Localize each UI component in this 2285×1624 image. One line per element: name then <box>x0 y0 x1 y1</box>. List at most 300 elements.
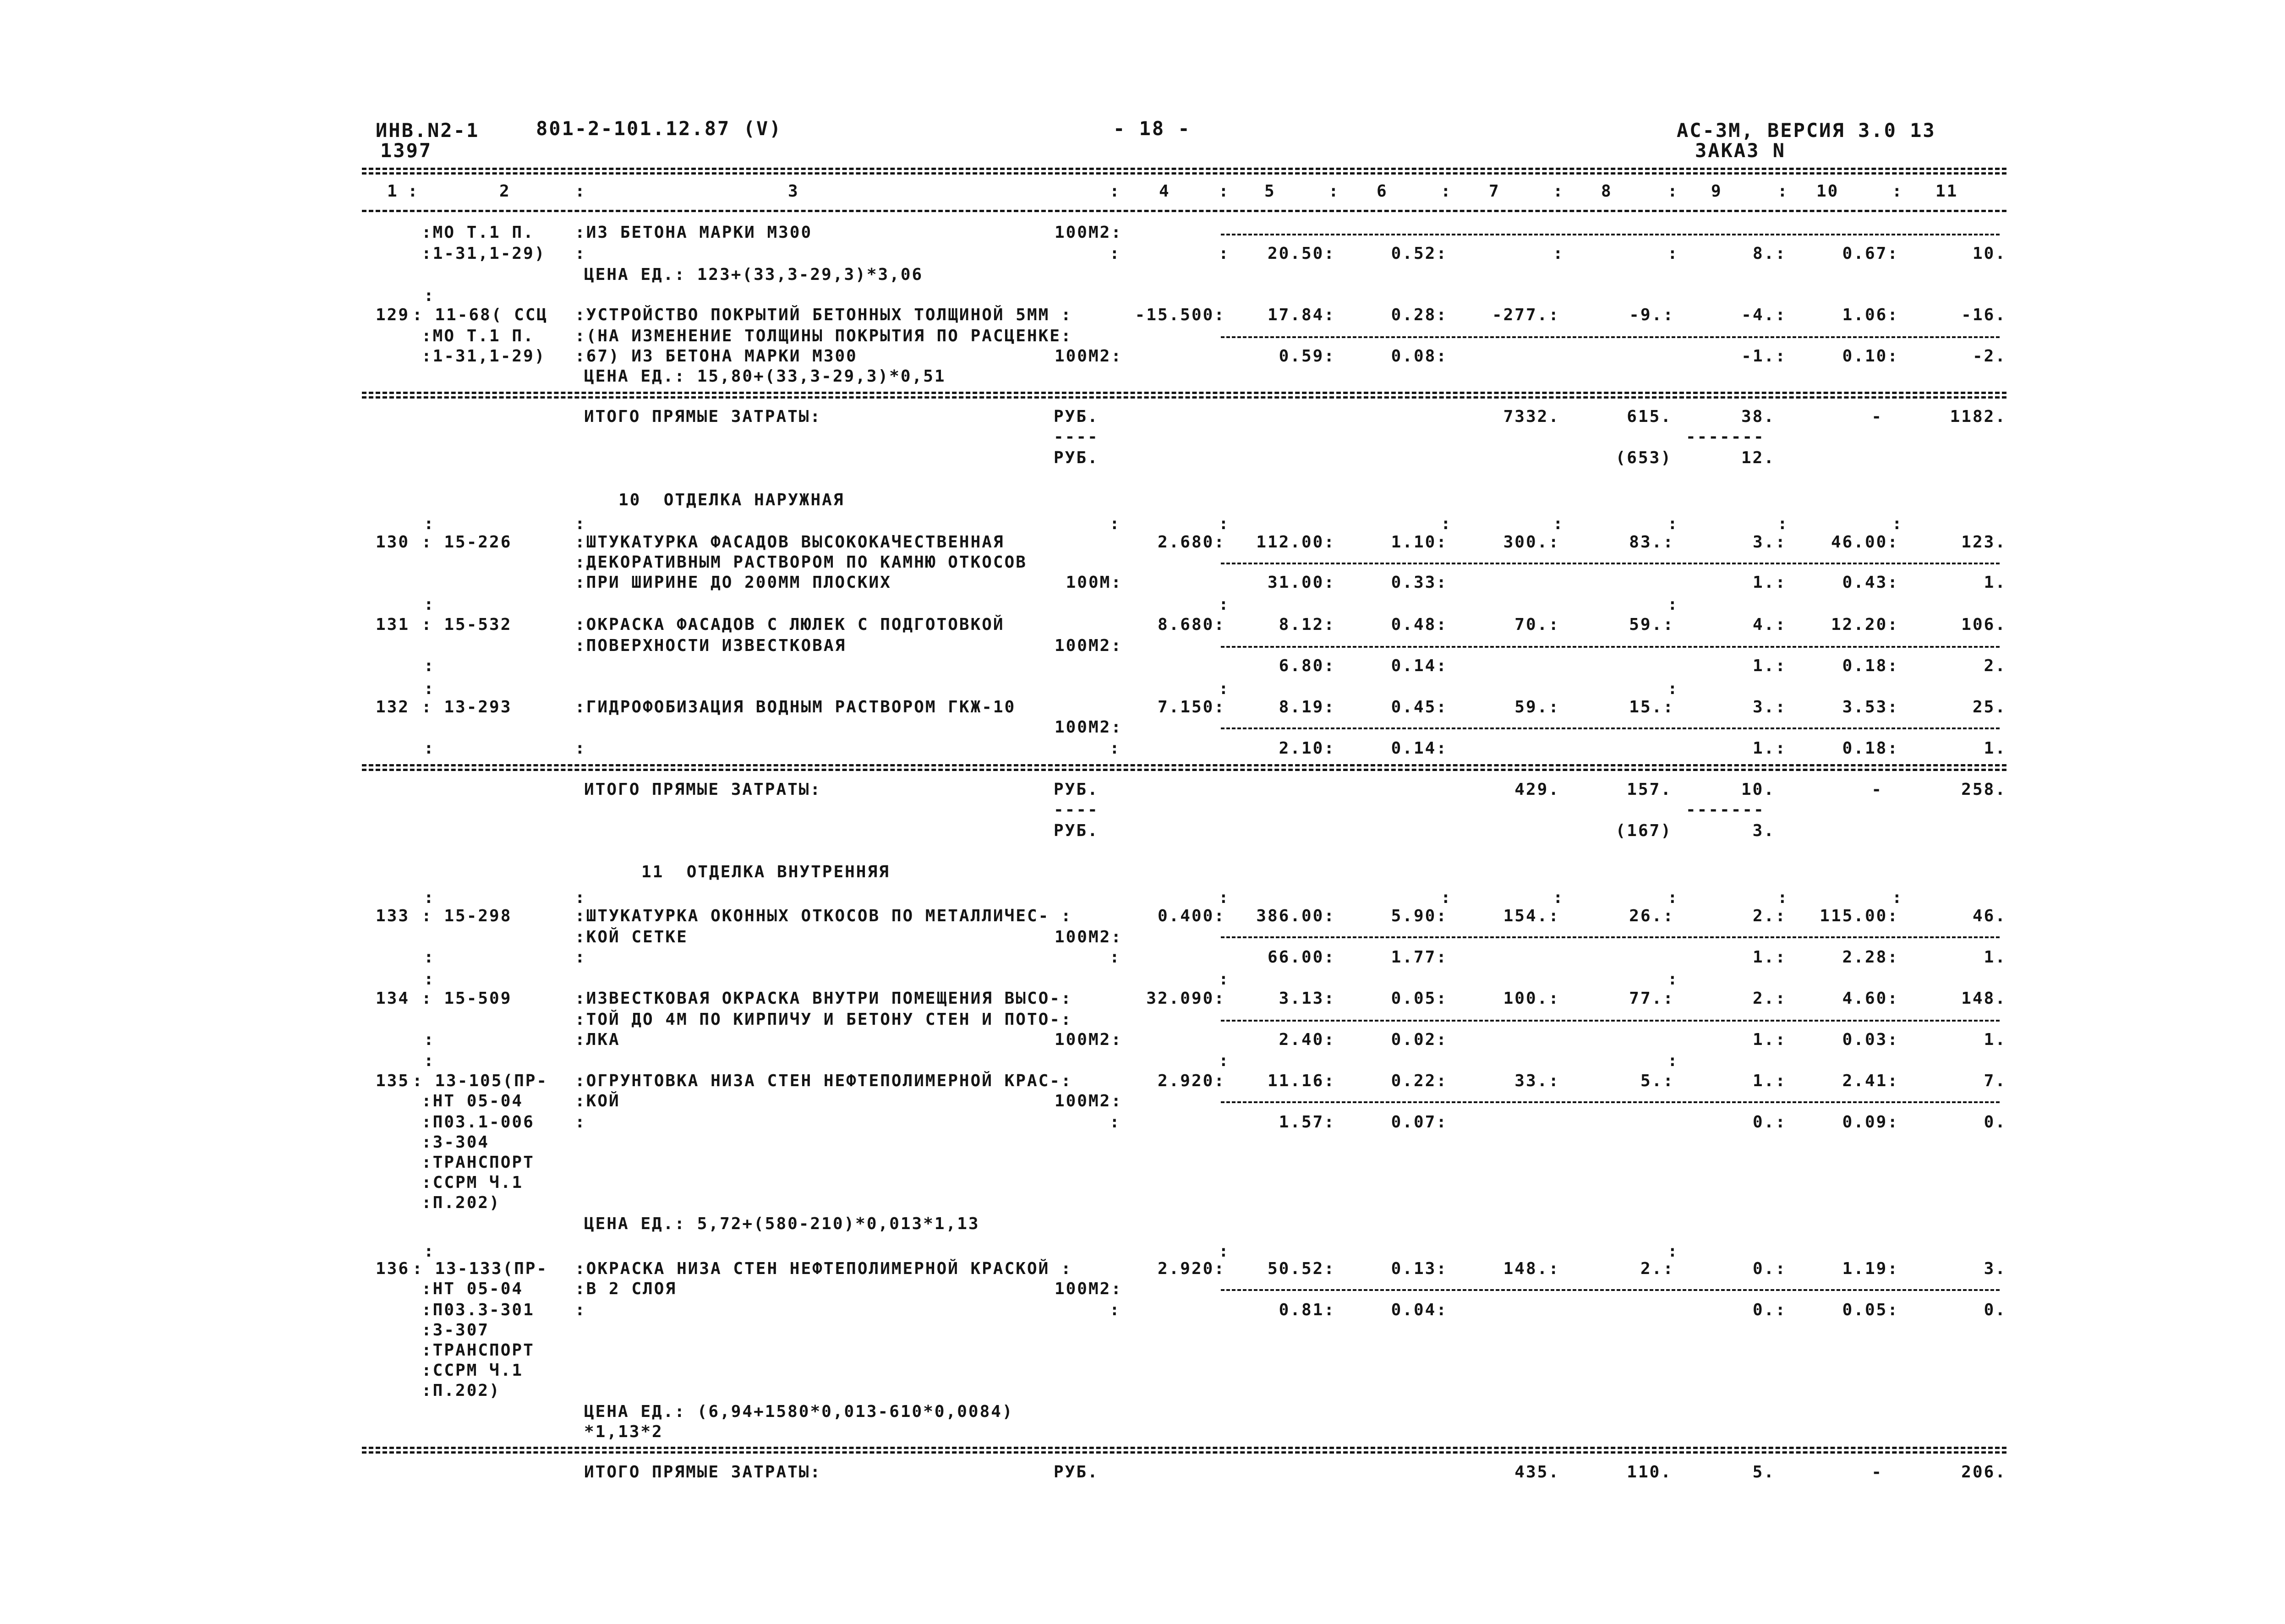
cell-col11: 7. <box>1984 1072 2006 1090</box>
row-code: :ССРМ Ч.1 <box>421 1361 524 1380</box>
cell-col6: 1.77: <box>1391 948 1448 967</box>
cell-col7: -277.: <box>1492 306 1560 324</box>
column-number: 4 <box>1159 182 1170 201</box>
column-separator: : <box>424 1242 434 1261</box>
column-separator: : <box>575 888 585 907</box>
cell-col6: 0.48: <box>1391 615 1448 634</box>
cell-col9: 1.: <box>1752 948 1787 967</box>
column-separator: : <box>424 888 434 907</box>
cell-col5: 66.00: <box>1267 948 1335 967</box>
column-separator: : <box>424 1051 434 1070</box>
row-code: :1-31,1-29) <box>421 244 546 263</box>
cell-col6: 0.05: <box>1391 989 1448 1008</box>
column-number: 2 <box>499 182 511 201</box>
cell-col5: 386.00: <box>1256 907 1335 925</box>
cell-col4: 2.680: <box>1157 533 1225 552</box>
row-code: :П.202) <box>421 1381 501 1400</box>
cell-col11: 0. <box>1984 1301 2006 1319</box>
cell-col8: 83.: <box>1629 533 1674 552</box>
order-number: ЗАКАЗ N <box>1695 139 1786 162</box>
column-separator: : <box>1110 244 1120 263</box>
row-code: : 13-105(ПР- <box>412 1072 548 1090</box>
row-code: : 13-293 <box>421 698 512 716</box>
column-separator: : <box>1328 182 1339 201</box>
cell-col11: 123. <box>1961 533 2006 552</box>
section-rule <box>362 392 2006 394</box>
row-description: :ПОВЕРХНОСТИ ИЗВЕСТКОВАЯ <box>575 636 847 655</box>
column-number: 6 <box>1377 182 1388 201</box>
total-col8: 110. <box>1627 1463 1672 1482</box>
row-number: 136 <box>376 1259 410 1278</box>
column-number: 8 <box>1601 182 1613 201</box>
cell-col11: 106. <box>1961 615 2006 634</box>
cell-col11: -16. <box>1961 306 2006 324</box>
cell-col11: 46. <box>1972 907 2006 925</box>
cell-col10: 12.20: <box>1831 615 1899 634</box>
cell-col5: 50.52: <box>1267 1259 1335 1278</box>
column-separator: : <box>1219 679 1229 698</box>
row-code: :3-304 <box>421 1133 490 1152</box>
row-code: :ТРАНСПОРТ <box>421 1341 535 1360</box>
total-col10: - <box>1871 407 1883 426</box>
cell-col11: 10. <box>1972 244 2006 263</box>
column-separator: : <box>1667 970 1678 989</box>
cell-col6: 0.45: <box>1391 698 1448 716</box>
cell-col10: 3.53: <box>1842 698 1899 716</box>
column-separator: : <box>1553 182 1563 201</box>
cell-col7: 70.: <box>1514 615 1560 634</box>
row-code: :1-31,1-29) <box>421 347 546 366</box>
cell-col10: 2.41: <box>1842 1072 1899 1090</box>
total-col8: 615. <box>1627 407 1672 426</box>
row-code: :МО Т.1 П. <box>421 327 535 345</box>
cell-col9: 8.: <box>1752 244 1787 263</box>
cell-col8: 26.: <box>1629 907 1674 925</box>
cell-col6: 0.07: <box>1391 1113 1448 1132</box>
total-col7: 435. <box>1514 1463 1560 1482</box>
column-separator: : <box>1667 244 1678 263</box>
column-separator: : <box>1892 888 1902 907</box>
row-description: :ОКРАСКА НИЗА СТЕН НЕФТЕПОЛИМЕРНОЙ КРАСКОЙ : <box>575 1259 1072 1278</box>
subrow-rule <box>1221 1101 2000 1103</box>
column-separator: : <box>424 286 434 305</box>
cell-col5: 2.40: <box>1279 1030 1335 1049</box>
cell-col7: 154.: <box>1503 907 1560 925</box>
column-separator: : <box>1777 888 1788 907</box>
cell-col9: 0.: <box>1752 1301 1787 1319</box>
cell-col9: 1.: <box>1752 656 1787 675</box>
total-separator: ------- <box>1686 800 1765 819</box>
row-unit: 100М2: <box>1054 223 1122 242</box>
total-col8: (653) <box>1615 448 1672 467</box>
row-description: :ОКРАСКА ФАСАДОВ С ЛЮЛЕК С ПОДГОТОВКОЙ <box>575 615 1005 634</box>
section-rule-2 <box>362 1451 2006 1454</box>
column-separator: : <box>575 739 585 758</box>
column-separator: : <box>1553 888 1563 907</box>
column-separator: : <box>1219 888 1229 907</box>
row-code: :НТ 05-04 <box>421 1092 524 1110</box>
total-currency: РУБ. <box>1054 407 1099 426</box>
cell-col10: 0.10: <box>1842 347 1899 366</box>
cell-col10: 0.03: <box>1842 1030 1899 1049</box>
row-description: :ОГРУНТОВКА НИЗА СТЕН НЕФТЕПОЛИМЕРНОЙ КРАС-: <box>575 1072 1072 1090</box>
unit-price-formula: ЦЕНА ЕД.: 123+(33,3-29,3)*3,06 <box>584 265 924 284</box>
cell-col8: 59.: <box>1629 615 1674 634</box>
column-separator: : <box>424 1030 434 1049</box>
row-description: :КОЙ СЕТКЕ <box>575 928 688 946</box>
row-code: :П.202) <box>421 1193 501 1212</box>
column-separator: : <box>1667 595 1678 614</box>
row-number: 130 <box>376 533 410 552</box>
cell-col6: 0.08: <box>1391 347 1448 366</box>
cell-col5: 17.84: <box>1267 306 1335 324</box>
cell-col6: 0.14: <box>1391 739 1448 758</box>
cell-col9: -1.: <box>1741 347 1787 366</box>
subrow-rule <box>1221 1289 2000 1291</box>
unit-price-formula: ЦЕНА ЕД.: 5,72+(580-210)*0,013*1,13 <box>584 1214 980 1233</box>
row-description: :В 2 СЛОЯ <box>575 1280 677 1298</box>
program-version: АС-3М, ВЕРСИЯ 3.0 13 <box>1677 119 1936 142</box>
cell-col5: 0.81: <box>1279 1301 1335 1319</box>
row-code: : 11-68( ССЦ <box>412 306 548 324</box>
column-separator: : <box>1441 514 1451 533</box>
row-unit: 100М2: <box>1054 1092 1122 1110</box>
cell-col11: 3. <box>1984 1259 2006 1278</box>
cell-col11: 25. <box>1972 698 2006 716</box>
row-description: :(НА ИЗМЕНЕНИЕ ТОЛЩИНЫ ПОКРЫТИЯ ПО РАСЦЕНКЕ: <box>575 327 1072 345</box>
column-separator: : <box>1777 514 1788 533</box>
subrow-rule <box>1221 727 2000 729</box>
cell-col6: 1.10: <box>1391 533 1448 552</box>
unit-price-formula: *1,13*2 <box>584 1422 663 1441</box>
row-number: 135 <box>376 1072 410 1090</box>
unit-price-formula: ЦЕНА ЕД.: 15,80+(33,3-29,3)*0,51 <box>584 367 946 386</box>
cell-col11: 148. <box>1961 989 2006 1008</box>
cell-col10: 0.09: <box>1842 1113 1899 1132</box>
subrow-rule <box>1221 1020 2000 1022</box>
column-separator: : <box>424 656 434 675</box>
column-separator: : <box>1441 182 1451 201</box>
cell-col8: 2.: <box>1640 1259 1674 1278</box>
cell-col5: 0.59: <box>1279 347 1335 366</box>
total-col9: 38. <box>1741 407 1775 426</box>
total-col10: - <box>1871 1463 1883 1482</box>
column-separator: : <box>1110 1113 1120 1132</box>
total-col8: 157. <box>1627 780 1672 799</box>
cell-col7: 148.: <box>1503 1259 1560 1278</box>
column-separator: : <box>1667 679 1678 698</box>
row-unit: 100М2: <box>1054 1280 1122 1298</box>
section-rule-2 <box>362 396 2006 399</box>
cell-col9: 1.: <box>1752 1030 1787 1049</box>
column-number: 5 <box>1264 182 1276 201</box>
cell-col11: 0. <box>1984 1113 2006 1132</box>
total-currency: РУБ. <box>1054 780 1099 799</box>
column-separator: : <box>1219 970 1229 989</box>
section-rule-2 <box>362 769 2006 771</box>
cell-col6: 0.02: <box>1391 1030 1448 1049</box>
total-col7: 429. <box>1514 780 1560 799</box>
column-separator: : <box>575 948 585 967</box>
cell-col6: 5.90: <box>1391 907 1448 925</box>
cell-col7: 300.: <box>1503 533 1560 552</box>
column-separator: : <box>424 970 434 989</box>
row-number: 132 <box>376 698 410 716</box>
subrow-rule <box>1221 234 2000 235</box>
total-separator: ------- <box>1686 427 1765 446</box>
cell-col5: 112.00: <box>1256 533 1335 552</box>
total-label: ИТОГО ПРЯМЫЕ ЗАТРАТЫ: <box>584 407 822 426</box>
header-rule-top <box>362 168 2006 170</box>
row-number: 133 <box>376 907 410 925</box>
cell-col4: 2.920: <box>1157 1259 1225 1278</box>
cell-col9: 1.: <box>1752 573 1787 592</box>
row-description: :УСТРОЙСТВО ПОКРЫТИЙ БЕТОННЫХ ТОЛЩИНОЙ 5ММ : <box>575 306 1072 324</box>
row-description: :ШТУКАТУРКА ОКОННЫХ ОТКОСОВ ПО МЕТАЛЛИЧЕС- : <box>575 907 1072 925</box>
column-separator: : <box>1667 1242 1678 1261</box>
column-separator: : <box>1110 739 1120 758</box>
row-number: 131 <box>376 615 410 634</box>
row-code: :МО Т.1 П. <box>421 223 535 242</box>
header-rule-top-2 <box>362 172 2006 175</box>
row-description: :ПРИ ШИРИНЕ ДО 200ММ ПЛОСКИХ <box>575 573 891 592</box>
column-separator: : <box>1553 244 1563 263</box>
cell-col5: 1.57: <box>1279 1113 1335 1132</box>
row-code: :П03.1-006 <box>421 1113 535 1132</box>
row-unit: 100М2: <box>1054 718 1122 737</box>
cell-col10: 0.18: <box>1842 656 1899 675</box>
cell-col7: 100.: <box>1503 989 1560 1008</box>
cell-col4: 0.400: <box>1157 907 1225 925</box>
section-rule <box>362 1447 2006 1449</box>
row-unit: 100М2: <box>1054 347 1122 366</box>
cell-col8: 77.: <box>1629 989 1674 1008</box>
cell-col4: 32.090: <box>1146 989 1225 1008</box>
cell-col11: 1. <box>1984 739 2006 758</box>
cell-col11: 1. <box>1984 573 2006 592</box>
column-number: 9 <box>1711 182 1722 201</box>
row-unit: 100М2: <box>1054 636 1122 655</box>
total-col9: 3. <box>1752 821 1775 840</box>
total-col7: 7332. <box>1503 407 1560 426</box>
column-separator: : <box>575 1113 585 1132</box>
column-separator: : <box>1219 595 1229 614</box>
cell-col9: 3.: <box>1752 533 1787 552</box>
cell-col10: 0.18: <box>1842 739 1899 758</box>
cell-col11: -2. <box>1972 347 2006 366</box>
cell-col6: 0.22: <box>1391 1072 1448 1090</box>
cell-col5: 20.50: <box>1267 244 1335 263</box>
row-unit: 100М: <box>1066 573 1122 592</box>
column-separator: : <box>1667 182 1678 201</box>
column-separator: : <box>1892 514 1902 533</box>
total-col11: 1182. <box>1950 407 2006 426</box>
total-currency: РУБ. <box>1054 821 1099 840</box>
cell-col9: -4.: <box>1741 306 1787 324</box>
column-separator: : <box>424 948 434 967</box>
total-currency: РУБ. <box>1054 448 1099 467</box>
cell-col6: 0.04: <box>1391 1301 1448 1319</box>
cell-col9: 0.: <box>1752 1113 1787 1132</box>
row-code: :ССРМ Ч.1 <box>421 1173 524 1192</box>
column-separator: : <box>1553 514 1563 533</box>
cell-col9: 2.: <box>1752 907 1787 925</box>
row-code: :3-307 <box>421 1321 490 1340</box>
row-code: : 13-133(ПР- <box>412 1259 548 1278</box>
total-currency: РУБ. <box>1054 1463 1099 1482</box>
cell-col5: 2.10: <box>1279 739 1335 758</box>
column-number: 3 <box>788 182 799 201</box>
row-code: :НТ 05-04 <box>421 1280 524 1298</box>
row-description: :67) ИЗ БЕТОНА МАРКИ М300 <box>575 347 858 366</box>
cell-col5: 8.19: <box>1279 698 1335 716</box>
row-code: : 15-509 <box>421 989 512 1008</box>
total-col9: 5. <box>1752 1463 1775 1482</box>
cell-col7: 33.: <box>1514 1072 1560 1090</box>
row-description: :КОЙ <box>575 1092 620 1110</box>
column-separator: : <box>1892 182 1902 201</box>
total-col11: 206. <box>1961 1463 2006 1482</box>
cell-col9: 1.: <box>1752 739 1787 758</box>
row-description: :ГИДРОФОБИЗАЦИЯ ВОДНЫМ РАСТВОРОМ ГКЖ-10 <box>575 698 1016 716</box>
total-col10: - <box>1871 780 1883 799</box>
cell-col9: 0.: <box>1752 1259 1787 1278</box>
row-description: :ТОЙ ДО 4М ПО КИРПИЧУ И БЕТОНУ СТЕН И ПОТО-: <box>575 1010 1072 1029</box>
column-separator: : <box>575 244 585 263</box>
cell-col5: 11.16: <box>1267 1072 1335 1090</box>
cell-col8: 5.: <box>1640 1072 1674 1090</box>
column-separator: : <box>1110 514 1120 533</box>
cell-col4: 2.920: <box>1157 1072 1225 1090</box>
cell-col9: 2.: <box>1752 989 1787 1008</box>
total-col11: 258. <box>1961 780 2006 799</box>
column-separator: : <box>1219 244 1229 263</box>
total-label: ИТОГО ПРЯМЫЕ ЗАТРАТЫ: <box>584 1463 822 1482</box>
cell-col11: 1. <box>1984 948 2006 967</box>
column-number: 1 <box>387 182 399 201</box>
cell-col5: 6.80: <box>1279 656 1335 675</box>
column-separator: : <box>1219 182 1229 201</box>
row-description: :ДЕКОРАТИВНЫМ РАСТВОРОМ ПО КАМНЮ ОТКОСОВ <box>575 553 1027 572</box>
cell-col4: -15.500: <box>1135 306 1225 324</box>
total-label: ИТОГО ПРЯМЫЕ ЗАТРАТЫ: <box>584 780 822 799</box>
cell-col7: 59.: <box>1514 698 1560 716</box>
column-separator: : <box>424 595 434 614</box>
cell-col4: 7.150: <box>1157 698 1225 716</box>
column-separator: : <box>424 514 434 533</box>
unit-price-formula: ЦЕНА ЕД.: (6,94+1580*0,013-610*0,0084) <box>584 1402 1014 1421</box>
row-unit: 100М2: <box>1054 1030 1122 1049</box>
column-separator: : <box>424 739 434 758</box>
cell-col11: 2. <box>1984 656 2006 675</box>
column-separator: : <box>575 514 585 533</box>
cell-col8: 15.: <box>1629 698 1674 716</box>
cell-col9: 1.: <box>1752 1072 1787 1090</box>
total-col9: 12. <box>1741 448 1775 467</box>
cell-col8: -9.: <box>1629 306 1674 324</box>
inventory-number-label: ИНВ.N2-1 <box>376 119 480 142</box>
column-separator: : <box>575 182 585 201</box>
cell-col10: 0.05: <box>1842 1301 1899 1319</box>
subrow-rule <box>1221 646 2000 648</box>
column-separator: : <box>1777 182 1788 201</box>
cell-col6: 0.14: <box>1391 656 1448 675</box>
column-separator: : <box>1219 1242 1229 1261</box>
row-number: 129 <box>376 306 410 324</box>
column-separator: : <box>575 1301 585 1319</box>
cell-col11: 1. <box>1984 1030 2006 1049</box>
column-number: 11 <box>1935 182 1958 201</box>
inventory-number-value: 1397 <box>380 139 432 162</box>
column-separator: : <box>1110 182 1120 201</box>
section-rule <box>362 764 2006 766</box>
cell-col5: 3.13: <box>1279 989 1335 1008</box>
column-separator: : <box>1219 514 1229 533</box>
row-description: :ИЗВЕСТКОВАЯ ОКРАСКА ВНУТРИ ПОМЕЩЕНИЯ ВЫСО-: <box>575 989 1072 1008</box>
column-header-rule <box>362 210 2006 212</box>
cell-col10: 115.00: <box>1820 907 1899 925</box>
column-separator: : <box>1667 888 1678 907</box>
row-unit: 100М2: <box>1054 928 1122 946</box>
cell-col10: 2.28: <box>1842 948 1899 967</box>
cell-col10: 0.67: <box>1842 244 1899 263</box>
column-separator: : <box>1441 888 1451 907</box>
section-title: 10 ОТДЕЛКА НАРУЖНАЯ <box>618 491 845 509</box>
cell-col5: 31.00: <box>1267 573 1335 592</box>
column-separator: : <box>408 182 418 201</box>
row-code: : 15-532 <box>421 615 512 634</box>
total-separator: ---- <box>1054 427 1099 446</box>
subrow-rule <box>1221 936 2000 938</box>
row-code: : 15-226 <box>421 533 512 552</box>
section-title: 11 ОТДЕЛКА ВНУТРЕННЯЯ <box>641 863 890 881</box>
document-code: 801-2-101.12.87 (V) <box>536 117 782 140</box>
row-number: 134 <box>376 989 410 1008</box>
column-separator: : <box>1110 948 1120 967</box>
subrow-rule <box>1221 336 2000 338</box>
cell-col10: 46.00: <box>1831 533 1899 552</box>
column-separator: : <box>1667 514 1678 533</box>
cell-col10: 4.60: <box>1842 989 1899 1008</box>
row-description: :ШТУКАТУРКА ФАСАДОВ ВЫСОКОКАЧЕСТВЕННАЯ <box>575 533 1005 552</box>
row-code: :ТРАНСПОРТ <box>421 1153 535 1172</box>
total-separator: ---- <box>1054 800 1099 819</box>
cell-col10: 1.06: <box>1842 306 1899 324</box>
cell-col10: 1.19: <box>1842 1259 1899 1278</box>
row-code: : 15-298 <box>421 907 512 925</box>
column-separator: : <box>1667 1051 1678 1070</box>
page-number: - 18 - <box>1113 117 1191 140</box>
cell-col6: 0.52: <box>1391 244 1448 263</box>
total-col9: 10. <box>1741 780 1775 799</box>
column-number: 10 <box>1816 182 1839 201</box>
cell-col9: 4.: <box>1752 615 1787 634</box>
row-code: :П03.3-301 <box>421 1301 535 1319</box>
column-separator: : <box>1219 1051 1229 1070</box>
cell-col6: 0.28: <box>1391 306 1448 324</box>
column-number: 7 <box>1489 182 1500 201</box>
subrow-rule <box>1221 563 2000 564</box>
total-col8: (167) <box>1615 821 1672 840</box>
row-description: :ЛКА <box>575 1030 620 1049</box>
cell-col5: 8.12: <box>1279 615 1335 634</box>
cell-col4: 8.680: <box>1157 615 1225 634</box>
cell-col6: 0.13: <box>1391 1259 1448 1278</box>
cell-col10: 0.43: <box>1842 573 1899 592</box>
cell-col9: 3.: <box>1752 698 1787 716</box>
cell-col6: 0.33: <box>1391 573 1448 592</box>
row-description: :ИЗ БЕТОНА МАРКИ М300 <box>575 223 813 242</box>
